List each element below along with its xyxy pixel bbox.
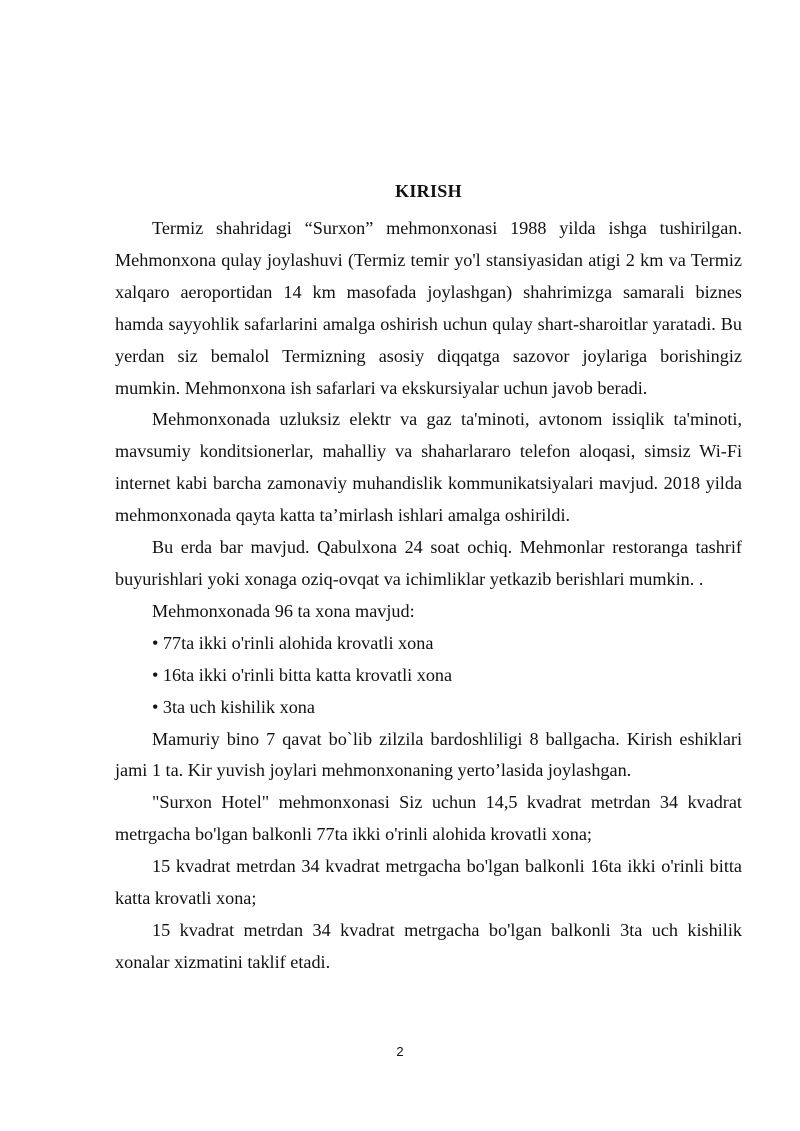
paragraph-offer-twin: "Surxon Hotel" mehmonxonasi Siz uchun 14,5 kvadrat metrdan 34 kvadrat metrgacha bo'lgan balkonli 77ta ikki o'rinli alohida krovatli xona; — [115, 792, 742, 845]
body-text — [115, 213, 742, 979]
paragraph-room-count: Mehmonxonada 96 ta xona mavjud: — [152, 600, 415, 621]
list-item-room-type: • 77ta ikki o'rinli alohida krovatli xona — [152, 632, 434, 653]
paragraph-building: Mamuriy bino 7 qavat bo`lib zilzila bardoshliligi 8 ballgacha. Kirish eshiklari jami 1 ta. Kir yuvish joylari mehmonxonaning yerto’lasida joylashgan. — [115, 728, 742, 781]
paragraph-offer-triple: 15 kvadrat metrdan 34 kvadrat metrgacha bo'lgan balkonli 3ta uch kishilik xonalar xizmatini taklif etadi. — [115, 919, 742, 972]
paragraph-offer-double: 15 kvadrat metrdan 34 kvadrat metrgacha bo'lgan balkonli 16ta ikki o'rinli bitta katta krovatli xona; — [115, 856, 742, 909]
page-number: 2 — [396, 1044, 404, 1059]
paragraph-intro: Termiz shahridagi “Surxon” mehmonxonasi 1988 yilda ishga tushirilgan. Mehmonxona qulay joylashuvi (Termiz temir yo'l stansiyasidan atigi 2 km va Termiz xalqaro aeroportidan 14 km masofada joylashgan) shahrimizga samarali biznes hamda sayyohlik safarlarini amalga oshirish uchun qulay shart-sharoitlar yaratadi. Bu yerdan siz bemalol Termizning asosiy diqqatga sazovor joylariga borishingiz mumkin. Mehmonxona ish safarlari va ekskursiyalar uchun javob beradi. — [115, 218, 742, 398]
paragraph-services: Bu erda bar mavjud. Qabulxona 24 soat ochiq. Mehmonlar restoranga tashrif buyurishlari yoki xonaga oziq-ovqat va ichimliklar yetkazib berishlari mumkin. . — [115, 537, 742, 589]
paragraph-utilities: Mehmonxonada uzluksiz elektr va gaz ta'minoti, avtonom issiqlik ta'minoti, mavsumiy konditsionerlar, mahalliy va shaharlararo telefon aloqasi, simsiz Wi-Fi internet kabi barcha zamonaviy muhandislik kommunikatsiyalari mavjud. 2018 yilda mehmonxonada qayta katta ta’mirlash ishlari amalga oshirildi. — [115, 409, 742, 526]
list-item-room-type: • 3ta uch kishilik xona — [152, 696, 315, 717]
section-title: KIRISH — [395, 181, 462, 201]
list-item-room-type: • 16ta ikki o'rinli bitta katta krovatli xona — [152, 664, 453, 685]
